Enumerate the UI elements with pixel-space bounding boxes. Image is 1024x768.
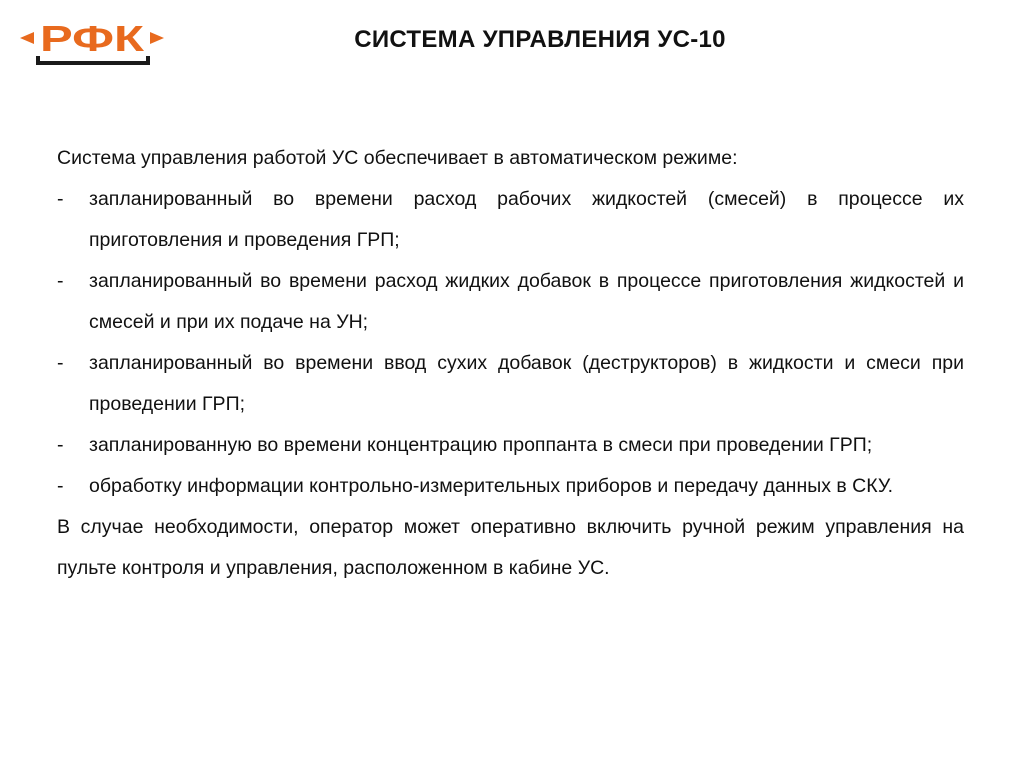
bullet-item xyxy=(57,425,964,466)
bullet-dash: - xyxy=(57,270,64,292)
outro-text: В случае необходимости, оператор может оперативно включить ручной режим управления на пульте контроля и управления, расположенном в кабине УС. xyxy=(57,516,964,579)
bullet-list xyxy=(57,179,964,507)
logo-text: РФК xyxy=(40,18,146,59)
page-title: СИСТЕМА УПРАВЛЕНИЯ УС-10 xyxy=(354,26,726,53)
bullet-text: запланированный во времени расход рабочих жидкостей (смесей) в процессе их приготовления и проведения ГРП; xyxy=(89,188,964,251)
bullet-text: обработку информации контрольно-измерительных приборов и передачу данных в СКУ. xyxy=(89,475,894,497)
intro-text: Система управления работой УС обеспечивает в автоматическом режиме: xyxy=(57,147,738,169)
bullet-dash: - xyxy=(57,188,64,210)
bullet-text: запланированный во времени расход жидких добавок в процессе приготовления жидкостей и смесей и при их подаче на УН; xyxy=(89,270,964,333)
company-logo-graphic xyxy=(18,16,166,68)
logo-right-arrow-icon xyxy=(150,32,164,44)
bullet-item xyxy=(57,261,964,343)
bullet-item xyxy=(57,343,964,425)
bullet-item xyxy=(57,179,964,261)
bullet-dash: - xyxy=(57,475,64,497)
bullet-text: запланированный во времени ввод сухих добавок (деструкторов) в жидкости и смеси при проведении ГРП; xyxy=(89,352,964,415)
bullet-dash: - xyxy=(57,352,64,374)
logo-left-arrow-icon xyxy=(20,32,34,44)
company-logo xyxy=(18,16,166,68)
slide-body xyxy=(57,138,964,589)
bullet-dash: - xyxy=(57,434,64,456)
bullet-item xyxy=(57,466,964,507)
bullet-text: запланированную во времени концентрацию проппанта в смеси при проведении ГРП; xyxy=(89,434,873,456)
